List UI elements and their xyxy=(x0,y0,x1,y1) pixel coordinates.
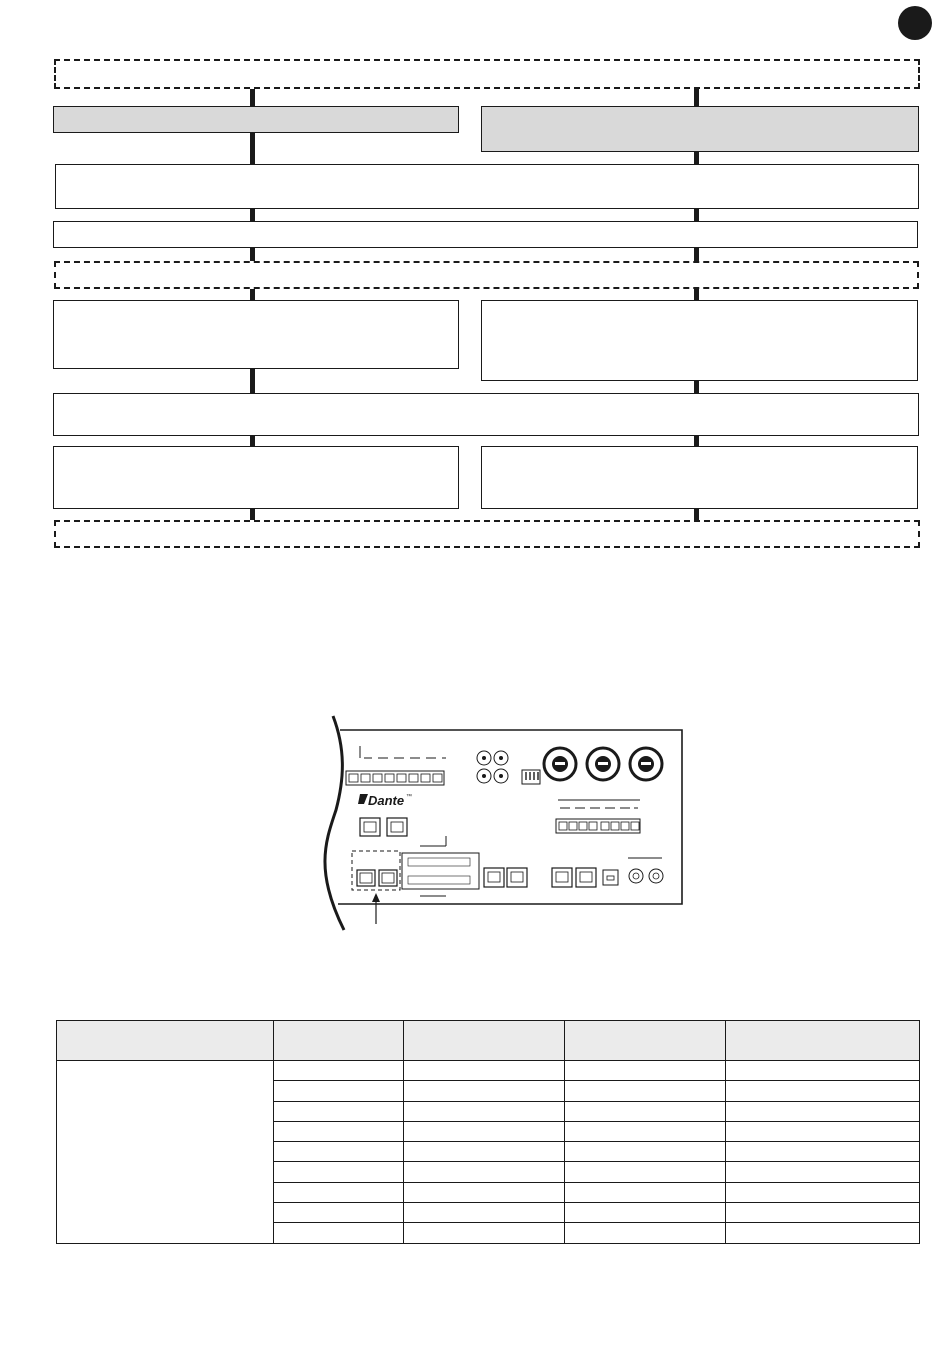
flow-step-right-gray xyxy=(481,106,919,152)
table-header-cell xyxy=(404,1021,565,1061)
table-cell xyxy=(274,1223,404,1243)
spec-table xyxy=(56,1020,920,1244)
table-cell xyxy=(565,1162,726,1182)
flow-step-right-1 xyxy=(481,300,918,381)
table-cell xyxy=(726,1121,920,1141)
table-cell xyxy=(565,1182,726,1202)
table-cell xyxy=(565,1142,726,1162)
connector-line xyxy=(250,209,255,221)
device-rear-panel-icon xyxy=(300,700,700,940)
table-cell xyxy=(274,1142,404,1162)
flow-step-wide-1 xyxy=(55,164,919,209)
table-cell xyxy=(404,1182,565,1202)
dante-logo-tm: ™ xyxy=(406,794,412,800)
page-corner-marker xyxy=(898,6,932,40)
table-header-cell xyxy=(57,1021,274,1061)
connector-line xyxy=(250,288,255,300)
table-cell xyxy=(404,1101,565,1121)
flow-step-top-dashed xyxy=(54,59,920,89)
flow-step-left-gray xyxy=(53,106,459,133)
table-cell xyxy=(726,1081,920,1101)
table-cell xyxy=(726,1223,920,1243)
connector-line xyxy=(694,152,699,164)
table-cell xyxy=(726,1142,920,1162)
table-cell xyxy=(274,1121,404,1141)
connector-line xyxy=(694,248,699,261)
connector-line xyxy=(694,88,699,106)
table-cell xyxy=(726,1182,920,1202)
table-cell xyxy=(274,1182,404,1202)
table-cell xyxy=(274,1203,404,1223)
flow-step-bottom-dashed xyxy=(54,520,920,548)
connector-line xyxy=(694,436,699,446)
table-header-cell xyxy=(565,1021,726,1061)
table-cell-merged xyxy=(57,1061,274,1244)
table-cell xyxy=(565,1121,726,1141)
flow-step-wide-2 xyxy=(53,221,918,248)
table-cell xyxy=(565,1101,726,1121)
table-cell xyxy=(404,1061,565,1081)
connector-line xyxy=(250,369,255,393)
table-header-row xyxy=(57,1021,920,1061)
connector-line xyxy=(250,509,255,520)
connector-line xyxy=(250,248,255,261)
table-cell xyxy=(404,1121,565,1141)
flow-step-mid-dashed xyxy=(54,261,919,289)
table-cell xyxy=(565,1203,726,1223)
connector-line xyxy=(694,209,699,221)
table-cell xyxy=(404,1162,565,1182)
table-cell xyxy=(274,1061,404,1081)
table-cell xyxy=(404,1203,565,1223)
table-header-cell xyxy=(274,1021,404,1061)
table-cell xyxy=(565,1223,726,1243)
connector-line xyxy=(250,133,255,164)
flow-step-wide-3 xyxy=(53,393,919,436)
connector-line xyxy=(694,381,699,393)
connector-line xyxy=(250,436,255,446)
connector-line xyxy=(694,288,699,300)
dante-logo-text: Dante xyxy=(368,793,405,808)
table-cell xyxy=(404,1142,565,1162)
table-header-cell xyxy=(726,1021,920,1061)
table-cell xyxy=(726,1203,920,1223)
table-cell xyxy=(726,1101,920,1121)
flow-step-left-2 xyxy=(53,446,459,509)
table-cell xyxy=(565,1061,726,1081)
flow-step-left-1 xyxy=(53,300,459,369)
table-cell xyxy=(274,1101,404,1121)
connector-line xyxy=(694,509,699,520)
table-row xyxy=(57,1061,920,1081)
table-cell xyxy=(726,1162,920,1182)
table-cell xyxy=(565,1081,726,1101)
table-cell xyxy=(274,1162,404,1182)
table-cell xyxy=(274,1081,404,1101)
table-cell xyxy=(404,1223,565,1243)
table-cell xyxy=(404,1081,565,1101)
flow-step-right-2 xyxy=(481,446,918,509)
table-cell xyxy=(726,1061,920,1081)
connector-line xyxy=(250,88,255,106)
